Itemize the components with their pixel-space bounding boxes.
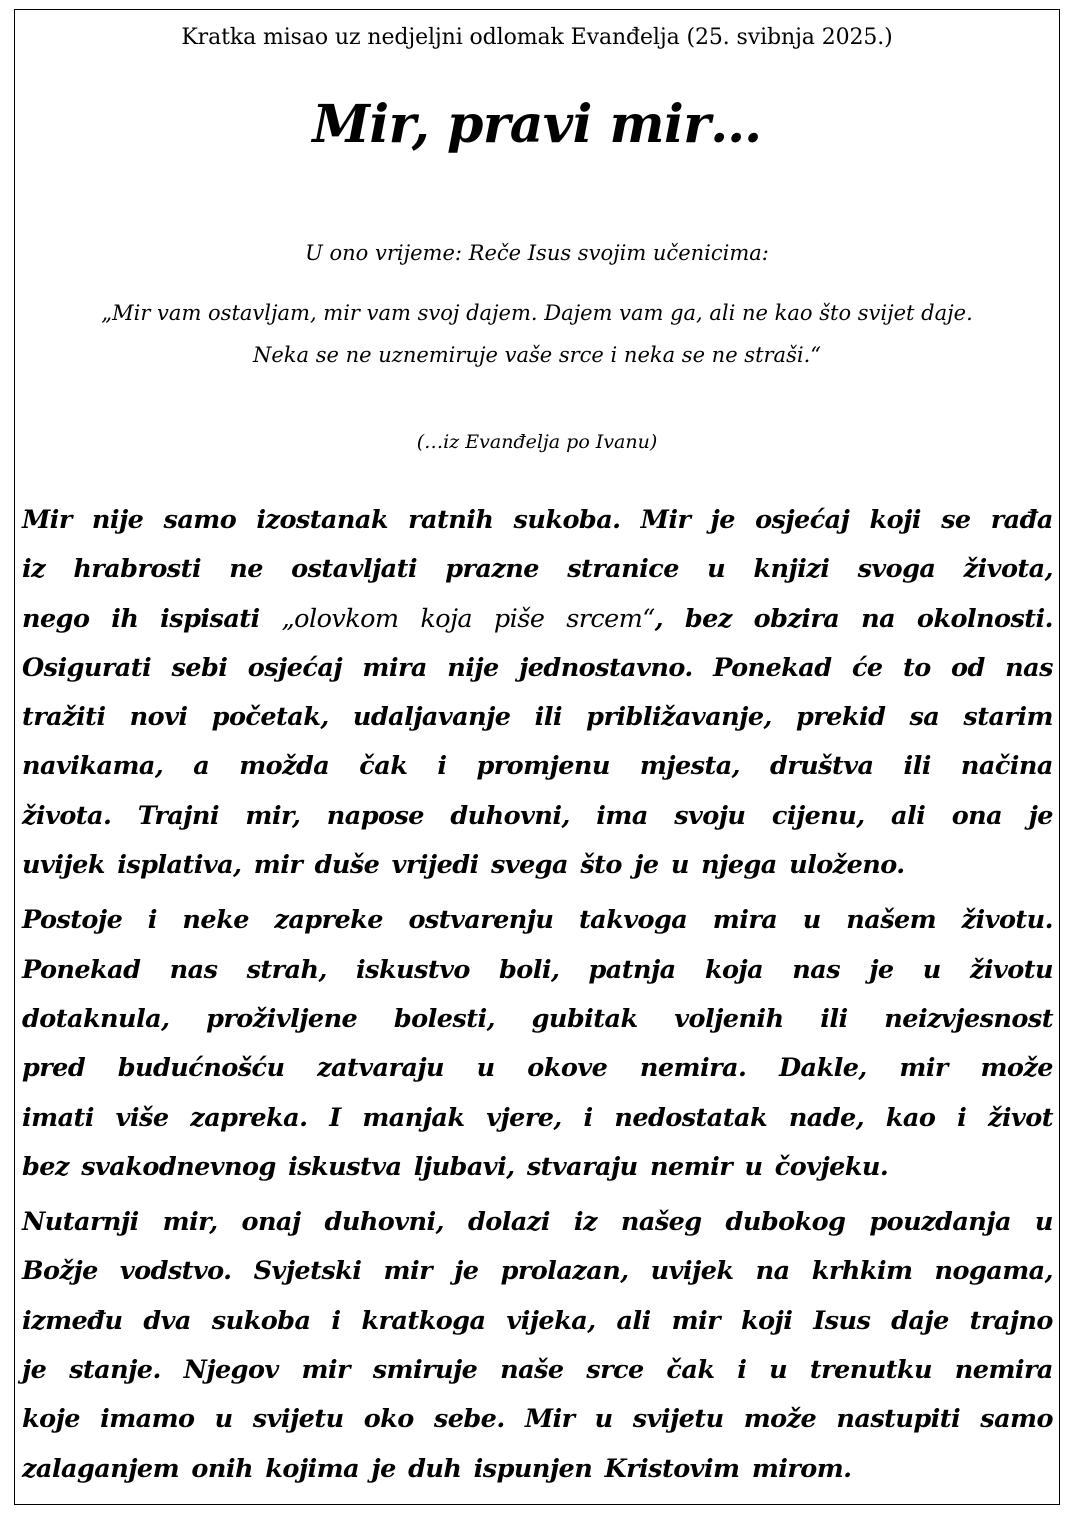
body-line: Nutarnji mir, onaj duhovni, dolazi iz našeg dubokog pouzdanja u — [22, 1207, 1053, 1238]
body-line: tražiti novi početak, udaljavanje ili približavanje, prekid sa starim — [22, 702, 1053, 733]
gospel-quote-line: Neka se ne uznemiruje vaše srce i neka se ne straši.“ — [253, 343, 821, 367]
gospel-source: (…iz Evanđelja po Ivanu) — [416, 431, 658, 453]
gospel-quote-intro: U ono vrijeme: Reče Isus svojim učenicima: — [305, 241, 769, 265]
body-paragraph — [22, 896, 1053, 1192]
body-line: uvijek isplativa, mir duše vrijedi svega što je u njega uloženo. — [22, 850, 905, 881]
document-title: Mir, pravi mir… — [312, 94, 762, 155]
gospel-quote — [15, 292, 1059, 376]
body-line: života. Trajni mir, napose duhovni, ima svoju cijenu, ali ona je — [22, 800, 1053, 831]
body-line: iz hrabrosti ne ostavljati prazne stranice u knjizi svoga života, — [22, 554, 1053, 585]
body-line: Božje vodstvo. Svjetski mir je prolazan, uvijek na krhkim nogama, — [22, 1256, 1053, 1287]
gospel-quote-line: „Mir vam ostavljam, mir vam svoj dajem. Dajem vam ga, ali ne kao što svijet daje. — [101, 301, 973, 325]
document-subtitle: Kratka misao uz nedjeljni odlomak Evanđelja (25. svibnja 2025.) — [181, 25, 893, 50]
body-line: dotaknula, proživljene bolesti, gubitak voljenih ili neizvjesnost — [22, 1003, 1053, 1034]
body-line: zalaganjem onih kojima je duh ispunjen Kristovim mirom. — [22, 1453, 852, 1484]
document-frame — [14, 9, 1060, 1505]
body-line: bez svakodnevnog iskustva ljubavi, stvaraju nemir u čovjeku. — [22, 1151, 889, 1182]
body-line: nego ih ispisati „olovkom koja piše srcem“, bez obzira na okolnosti. — [22, 603, 1053, 634]
body-line: Mir nije samo izostanak ratnih sukoba. Mir je osjećaj koji se rađa — [22, 505, 1053, 535]
body-paragraph — [22, 496, 1053, 890]
body-line: Osigurati sebi osjećaj mira nije jednostavno. Ponekad će to od nas — [22, 652, 1053, 683]
body-line: koje imamo u svijetu oko sebe. Mir u svijetu može nastupiti samo — [22, 1404, 1053, 1435]
reflection-body — [22, 496, 1053, 1500]
body-line: pred budućnošću zatvaraju u okove nemira. Dakle, mir može — [22, 1053, 1053, 1084]
body-line: navikama, a možda čak i promjenu mjesta, društva ili načina — [22, 751, 1053, 782]
body-line: između dva sukoba i kratkoga vijeka, ali mir koji Isus daje trajno — [22, 1305, 1053, 1336]
body-line: Ponekad nas strah, iskustvo boli, patnja koja nas je u životu — [22, 954, 1053, 985]
body-paragraph — [22, 1198, 1053, 1494]
body-line: Postoje i neke zapreke ostvarenju takvoga mira u našem životu. — [22, 905, 1053, 936]
body-line: imati više zapreka. I manjak vjere, i nedostatak nade, kao i život — [22, 1102, 1053, 1133]
body-line: je stanje. Njegov mir smiruje naše srce čak i u trenutku nemira — [22, 1355, 1053, 1386]
